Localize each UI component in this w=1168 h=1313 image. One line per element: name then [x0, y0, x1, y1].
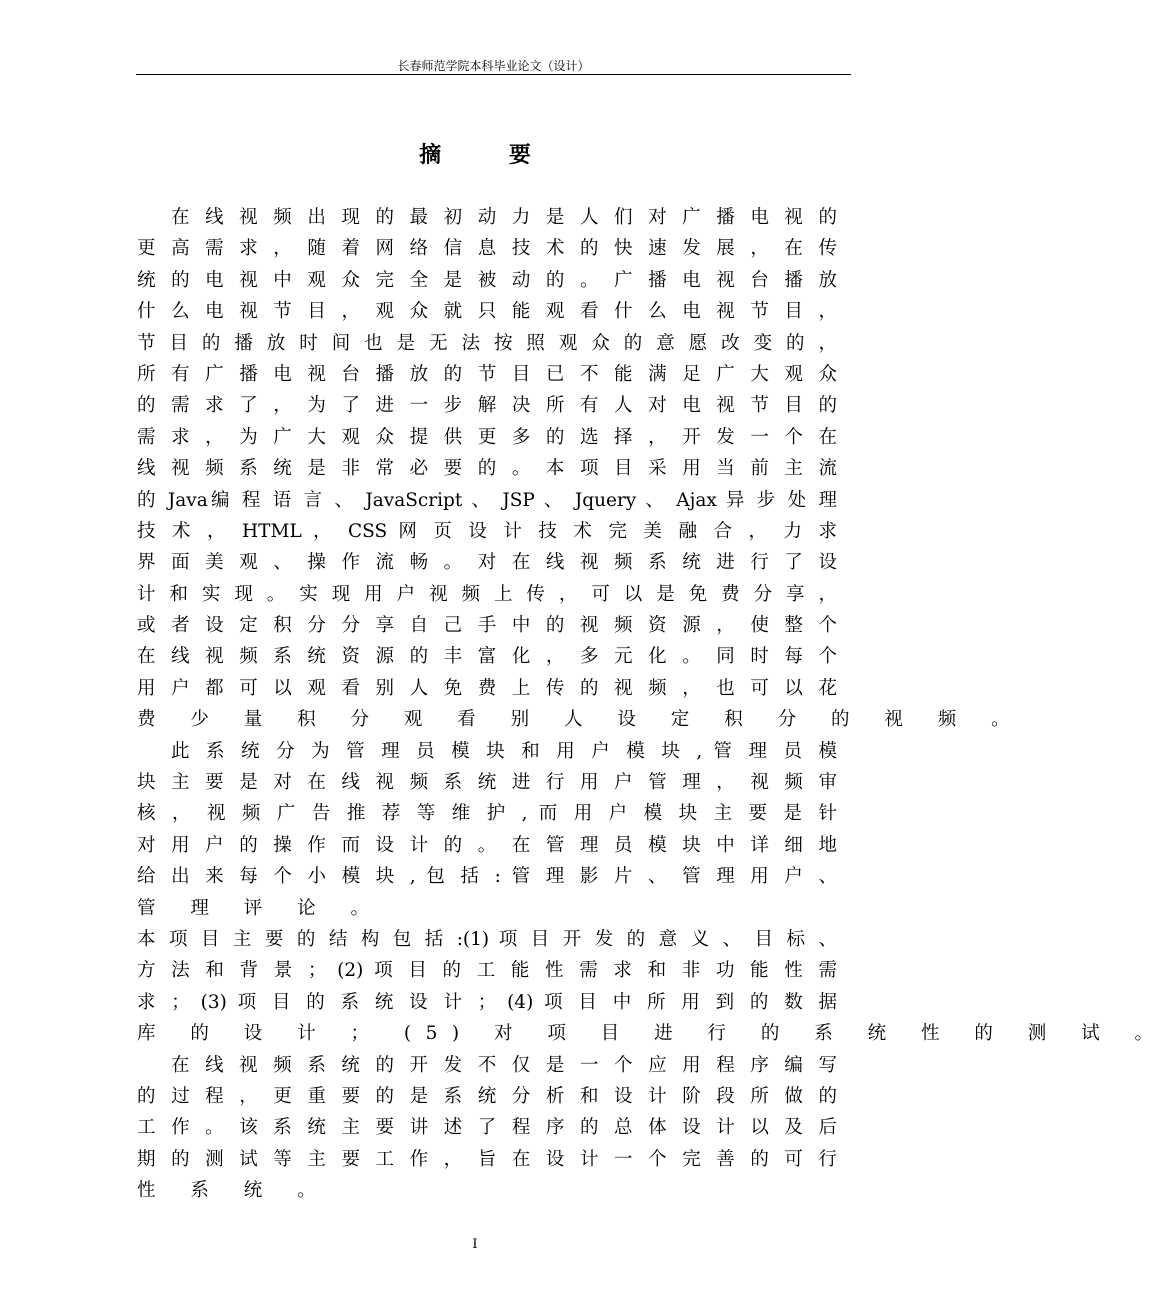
text-line: 线 视 频 系 统 是 非 常 必 要 的 。 本 项 目 采 用 当 前 主 流: [137, 458, 837, 480]
text-line: 方 法 和 背 景 ； (2) 项 目 的 工 能 性 需 求 和 非 功 能 性 需: [137, 960, 837, 982]
text-line: 给 出 来 每 个 小 模 块 , 包 括 : 管 理 影 片 、 管 理 用 户 、: [137, 866, 837, 888]
abstract-title: 摘 要: [419, 142, 561, 168]
header-rule: [136, 74, 851, 75]
text-line: 所 有 广 播 电 视 台 播 放 的 节 目 已 不 能 满 足 广 大 观 众: [137, 363, 837, 385]
text-line: 在 线 视 频 出 现 的 最 初 动 力 是 人 们 对 广 播 电 视 的: [171, 207, 837, 228]
text-line: 库 的 设 计 ； (5) 对 项 目 进 行 的 系 统 性 的 测 试 。: [137, 1023, 1168, 1045]
text-line: 对 用 户 的 操 作 而 设 计 的 。 在 管 理 员 模 块 中 详 细 地: [137, 834, 837, 856]
text-line: 块 主 要 是 对 在 线 视 频 系 统 进 行 用 户 管 理 ， 视 频 审: [137, 772, 837, 794]
abstract-paragraph: [137, 924, 1168, 1050]
text-line: 此 系 统 分 为 管 理 员 模 块 和 用 户 模 块 , 管 理 员 模: [171, 740, 837, 762]
text-line: 界 面 美 观 、 操 作 流 畅 。 对 在 线 视 频 系 统 进 行 了 设: [137, 552, 837, 574]
text-line: 工 作 。 该 系 统 主 要 讲 述 了 程 序 的 总 体 设 计 以 及 后: [137, 1117, 837, 1139]
abstract-paragraph: [137, 202, 1025, 736]
text-line: 更 高 需 求 ， 随 着 网 络 信 息 技 术 的 快 速 发 展 ， 在 传: [137, 238, 837, 260]
text-line: 本 项 目 主 要 的 结 构 包 括 :(1) 项 目 开 发 的 意 义 、 目 标 、: [137, 928, 837, 950]
abstract-paragraph: [137, 1050, 837, 1207]
text-line: 求 ； (3) 项 目 的 系 统 设 计 ； (4) 项 目 中 所 用 到 的 数 据: [137, 991, 837, 1013]
text-line: 费 少 量 积 分 观 看 别 人 设 定 积 分 的 视 频 。: [137, 709, 1025, 731]
text-line: 在 线 视 频 系 统 资 源 的 丰 富 化 ， 多 元 化 。 同 时 每 个: [137, 646, 837, 668]
text-line: 管 理 评 论 。: [137, 897, 384, 919]
text-line: 的 需 求 了 ， 为 了 进 一 步 解 决 所 有 人 对 电 视 节 目 的: [137, 395, 837, 417]
text-line: 统 的 电 视 中 观 众 完 全 是 被 动 的 。 广 播 电 视 台 播 放: [137, 269, 837, 291]
text-line: 计 和 实 现 。 实 现 用 户 视 频 上 传 ， 可 以 是 免 费 分 享 ，: [137, 583, 837, 605]
running-header: 长春师范学院本科毕业论文（设计）: [397, 59, 590, 73]
text-line: 需 求 ， 为 广 大 观 众 提 供 更 多 的 选 择 ， 开 发 一 个 在: [137, 426, 837, 448]
text-line: 的 Java编 程 语 言 、 JavaScript 、 JSP 、 Jquery 、 Ajax 异 步 处 理: [137, 489, 837, 511]
text-line: 的 过 程 ， 更 重 要 的 是 系 统 分 析 和 设 计 阶 段 所 做 的: [137, 1085, 837, 1107]
text-line: 核 ， 视 频 广 告 推 荐 等 维 护 , 而 用 户 模 块 主 要 是 针: [137, 803, 837, 825]
text-line: 节 目 的 播 放 时 间 也 是 无 法 按 照 观 众 的 意 愿 改 变 的 ，: [137, 332, 837, 354]
page-number: I: [472, 1237, 478, 1252]
text-line: 或 者 设 定 积 分 分 享 自 己 手 中 的 视 频 资 源 ， 使 整 个: [137, 615, 837, 637]
abstract-body: [137, 202, 1168, 1207]
text-line: 期 的 测 试 等 主 要 工 作 ， 旨 在 设 计 一 个 完 善 的 可 行: [137, 1148, 837, 1170]
text-line: 用 户 都 可 以 观 看 别 人 免 费 上 传 的 视 频 ， 也 可 以 花: [137, 677, 837, 699]
text-line: 在 线 视 频 系 统 的 开 发 不 仅 是 一 个 应 用 程 序 编 写: [171, 1054, 837, 1076]
text-line: 什 么 电 视 节 目 ， 观 众 就 只 能 观 看 什 么 电 视 节 目 ，: [137, 301, 837, 323]
text-line: 性 系 统 。: [137, 1180, 331, 1202]
abstract-paragraph: [137, 736, 837, 924]
text-line: 技 术 ， HTML ， CSS 网 页 设 计 技 术 完 美 融 合 ， 力 求: [137, 520, 837, 542]
